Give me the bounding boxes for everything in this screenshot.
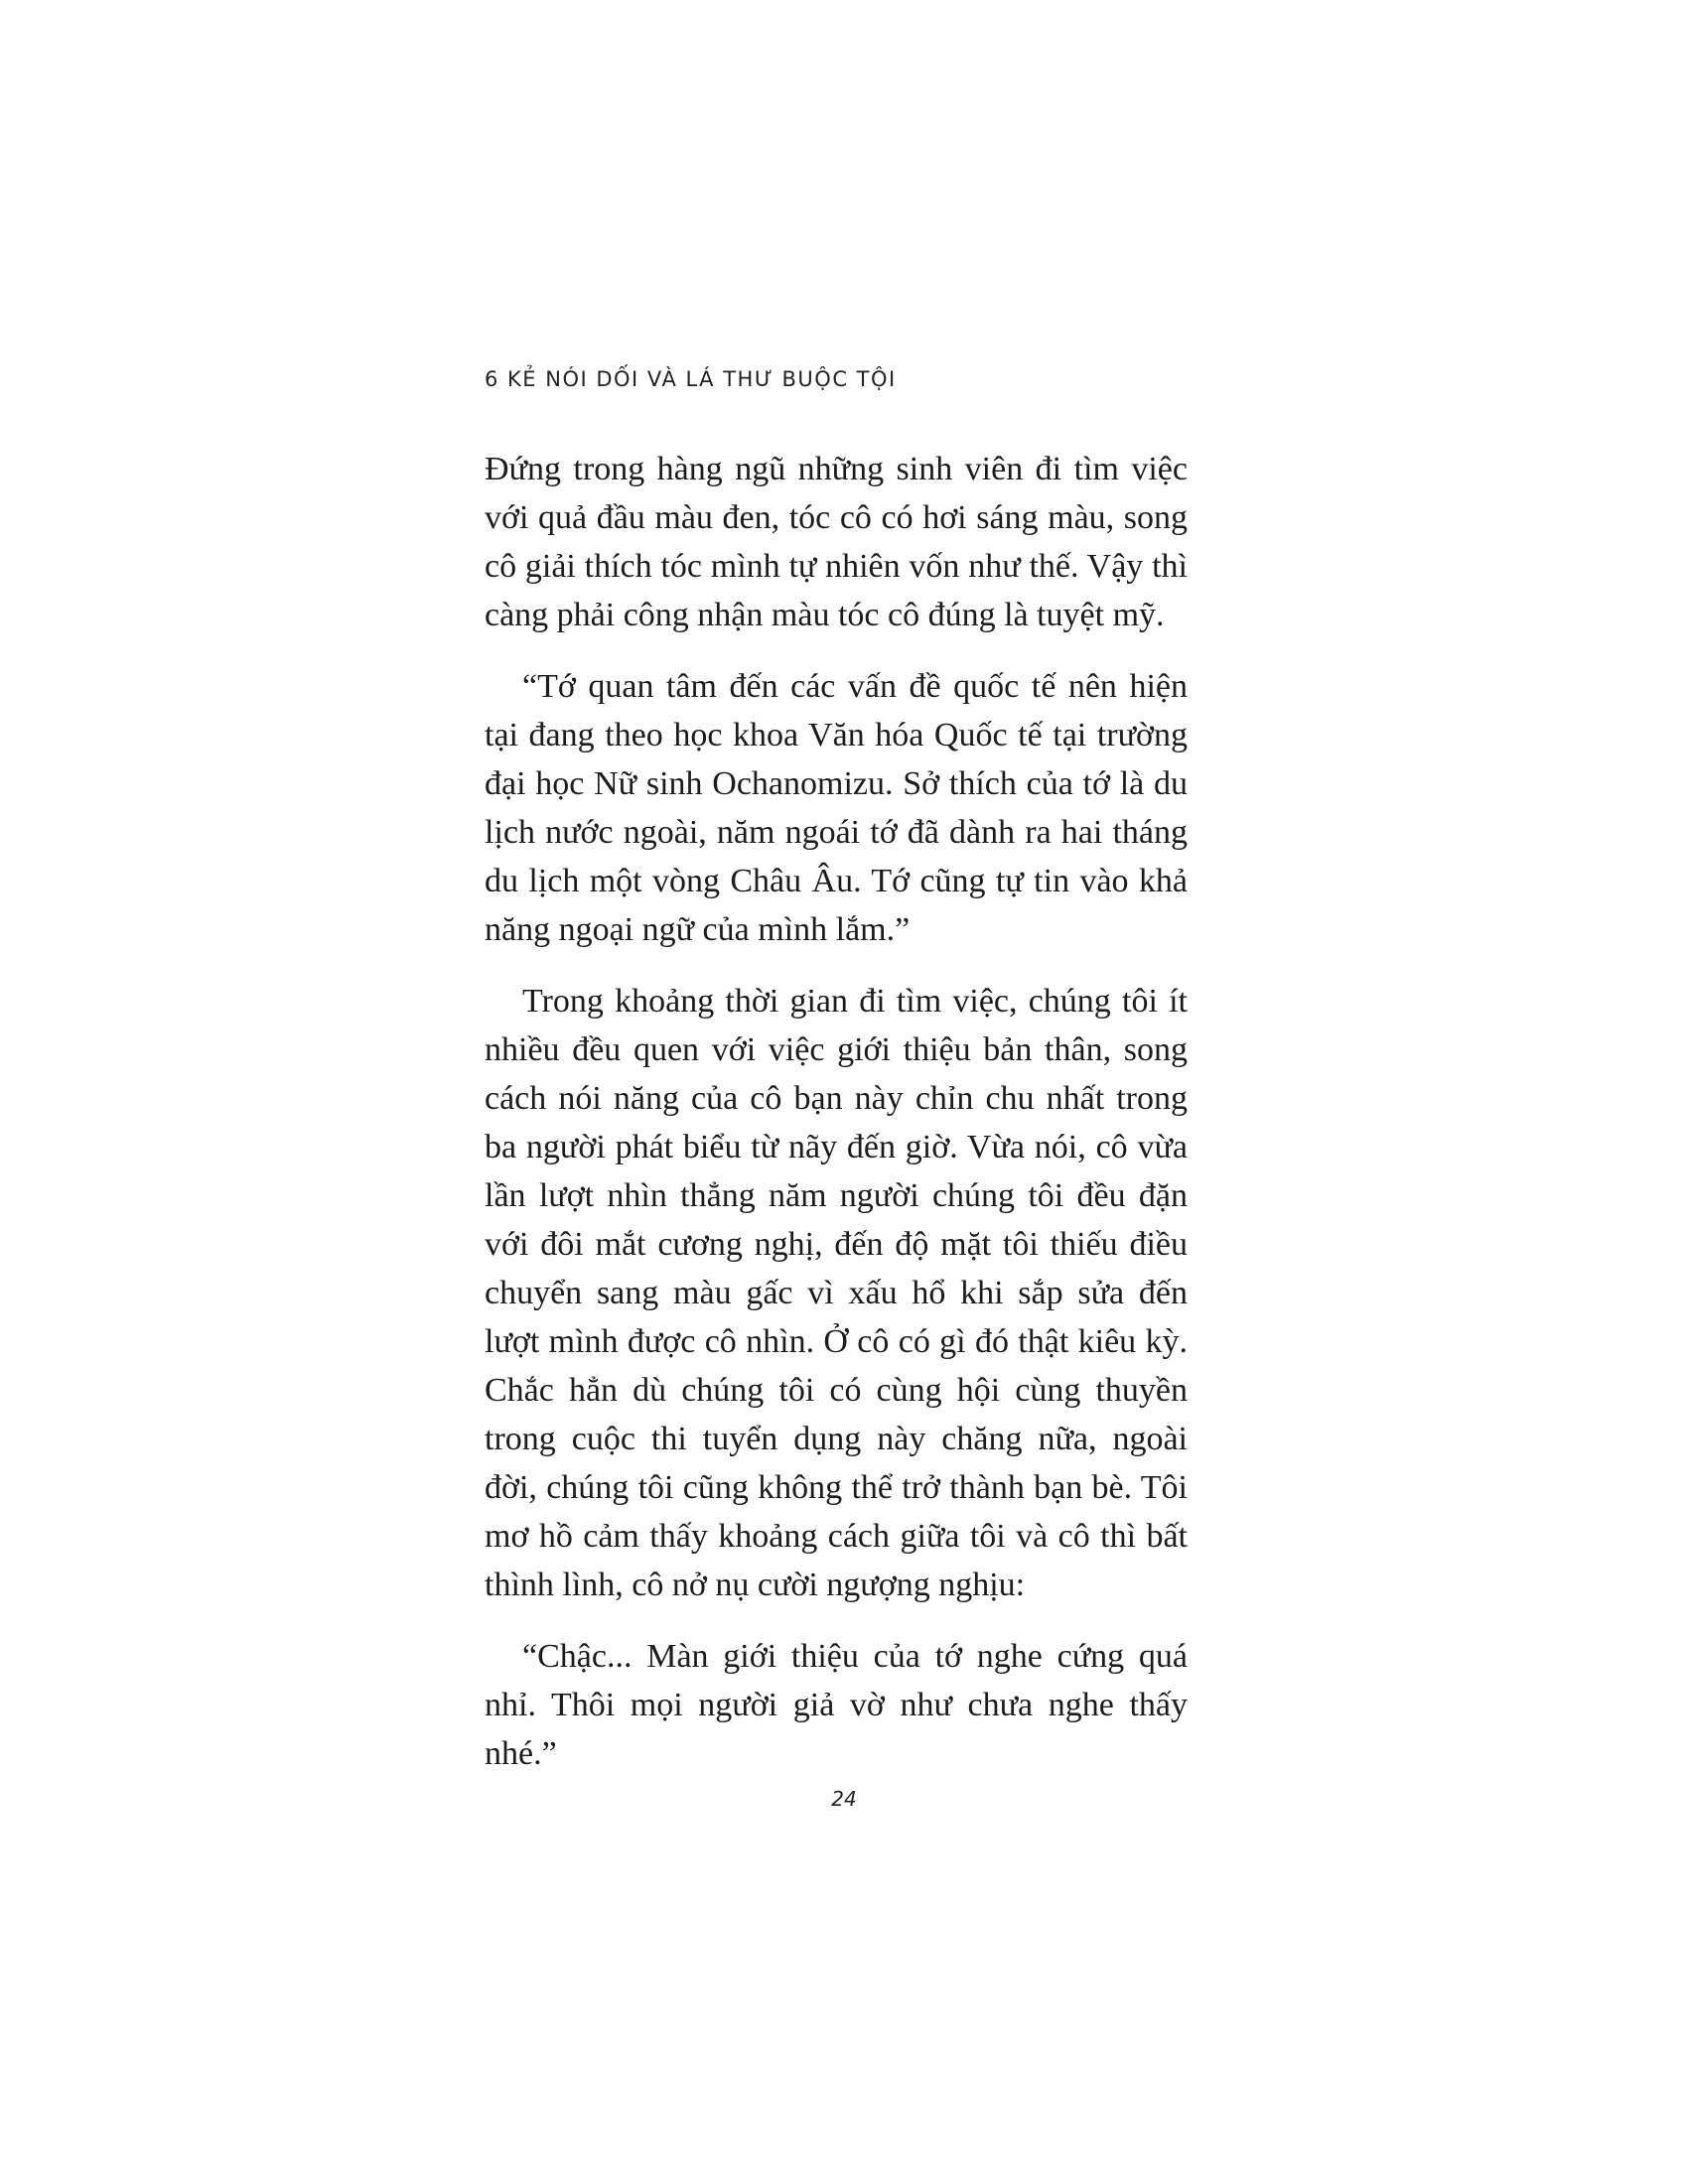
- paragraph: “Chậc... Màn giới thiệu của tớ nghe cứng quá nhỉ. Thôi mọi người giả vờ như chưa nghe thấy nhé.”: [485, 1638, 1188, 1772]
- running-header: 6 KẺ NÓI DỐI VÀ LÁ THƯ BUỘC TỘI: [485, 367, 897, 391]
- paragraph: Trong khoảng thời gian đi tìm việc, chúng tôi ít nhiều đều quen với việc giới thiệu bản thân, song cách nói năng của cô bạn này chỉn chu nhất trong ba người phát biểu từ nãy đến giờ. Vừa nói, cô vừa lần lượt nhìn thẳng năm người chúng tôi đều đặn với đôi mắt cương nghị, đến độ mặt tôi thiếu điều chuyển sang màu gấc vì xấu hổ khi sắp sửa đến lượt mình được cô nhìn. Ở cô có gì đó thật kiêu kỳ. Chắc hẳn dù chúng tôi có cùng hội cùng thuyền trong cuộc thi tuyển dụng này chăng nữa, ngoài đời, chúng tôi cũng không thể trở thành bạn bè. Tôi mơ hồ cảm thấy khoảng cách giữa tôi và cô thì bất thình lình, cô nở nụ cười ngượng nghịu:: [485, 983, 1188, 1603]
- paragraph: Đứng trong hàng ngũ những sinh viên đi tìm việc với quả đầu màu đen, tóc cô có hơi sáng màu, song cô giải thích tóc mình tự nhiên vốn như thế. Vậy thì càng phải công nhận màu tóc cô đúng là tuyệt mỹ.: [485, 451, 1188, 633]
- page-number: 24: [831, 1787, 857, 1811]
- paragraph: “Tớ quan tâm đến các vấn đề quốc tế nên hiện tại đang theo học khoa Văn hóa Quốc tế tại trường đại học Nữ sinh Ochanomizu. Sở thích của tớ là du lịch nước ngoài, năm ngoái tớ đã dành ra hai tháng du lịch một vòng Châu Âu. Tớ cũng tự tin vào khả năng ngoại ngữ của mình lắm.”: [485, 668, 1188, 948]
- body-text: [485, 445, 1188, 1801]
